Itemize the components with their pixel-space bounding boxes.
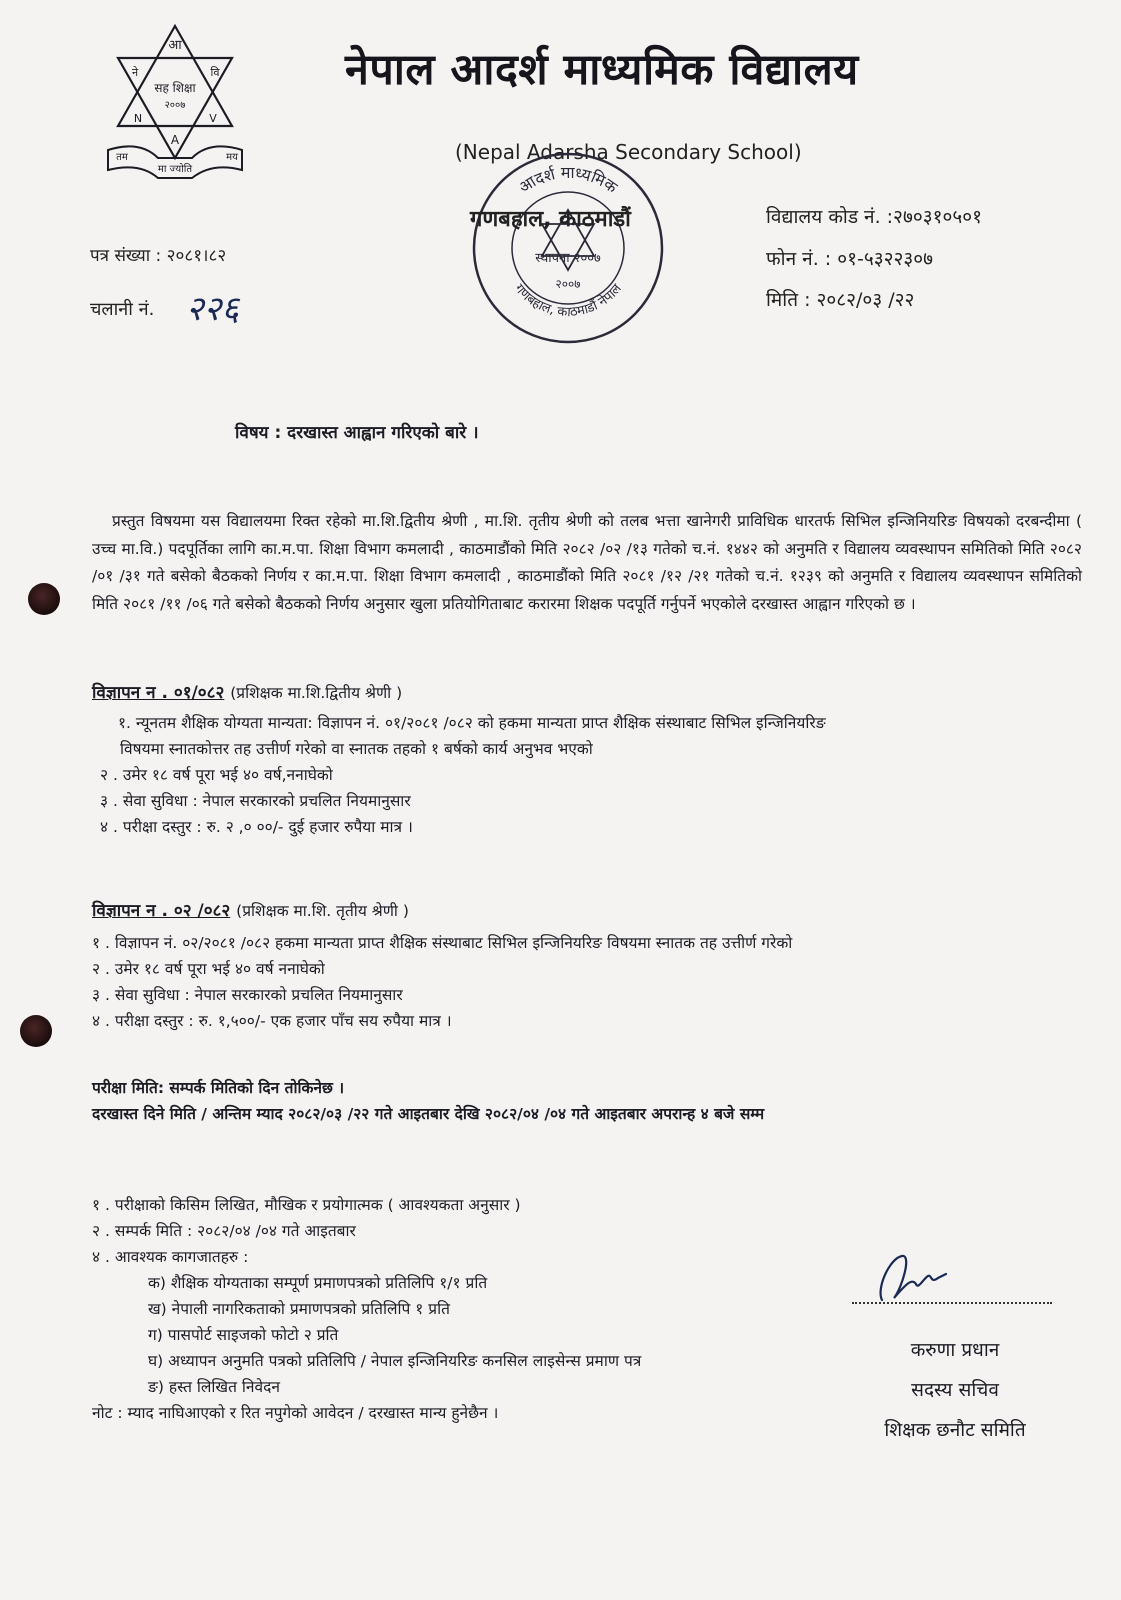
logo-top-text: आ [168,38,182,53]
notice2-heading [92,898,409,921]
list-item: १ . विज्ञापन नं. ०२/२०८१ /०८२ हकमा मान्यता प्राप्त शैक्षिक संस्थाबाट सिभिल इन्जिनियरिङ विषयमा स्नातक तह उत्तीर्ण गरेको [92,934,793,952]
school-code: विद्यालय कोड नं. :२७०३१०५०१ [766,206,982,228]
logo-a-text: A [170,133,180,147]
exam-date [92,1075,764,1127]
logo-star-icon [100,22,250,182]
punch-hole [28,583,60,615]
school-stamp [468,148,668,348]
list-item: १. न्यूनतम शैक्षिक योग्यता मान्यता: विज्ञापन नं. ०१/२०८१ /०८२ को हकमा मान्यता प्राप्त शैक्षिक संस्थाबाट सिभिल इन्जिनियरिङ [118,714,826,732]
stamp-top-text: आदर्श माध्यमिक [515,162,621,197]
document-item: ग) पासपोर्ट साइजको फोटो २ प्रति [148,1326,339,1344]
signatory-committee: शिक्षक छनौट समिति [884,1419,1026,1441]
list-item: १ . परीक्षाको किसिम लिखित, मौखिक र प्रयोगात्मक ( आवश्यकता अनुसार ) [92,1196,521,1214]
deadline-text: दरखास्त दिने मिति / अन्तिम म्याद २०८२/०३ /२२ गते आइतबार देखि २०८२/०४ /०४ गते आइतबार अपरान्ह ४ बजे सम्म [92,1105,765,1123]
list-item: ४ . आवश्यक कागजातहरु : [92,1248,249,1266]
stamp-year-text: २००७ [555,277,581,291]
document-item: ङ) हस्त लिखित निवेदन [148,1378,280,1396]
signatory-name: करुणा प्रधान [910,1339,1000,1361]
stamp-bottom-text: गणबहाल, काठमाडौं नेपाल [511,281,625,321]
document-item: क) शैक्षिक योग्यताका सम्पूर्ण प्रमाणपत्रको प्रतिलिपि १/१ प्रति [148,1274,488,1292]
note-text: नोट : म्याद नाघिआएको र रित नपुगेको आवेदन / दरखास्त मान्य हुनेछैन । [92,1404,499,1422]
logo-left-text: ने [131,66,139,79]
signatory-role: सदस्य सचिव [911,1379,999,1401]
school-address: गणबहाल, काठमाडौं [470,207,631,232]
info-list [92,1192,641,1426]
list-item: २ . उमेर १८ वर्ष पूरा भई ४० वर्ष ननाघेको [92,960,325,978]
stamp-icon [468,148,668,348]
logo-line1-text: सह शिक्षा [154,81,196,95]
subject-line: विषय : दरखास्त आह्वान गरिएको बारे । [235,423,479,443]
letter-date: मिति : २०८२/०३ /२२ [766,289,915,311]
notice1-heading-number: विज्ञापन न . ०१/०८२ [92,683,225,703]
list-item: ४ . परीक्षा दस्तुर : रु. २ ,० ००/- दुई हजार रुपैया मात्र । [100,818,413,836]
list-item: विषयमा स्नातकोत्तर तह उत्तीर्ण गरेको वा स्नातक तहको १ बर्षको कार्य अनुभव भएको [120,740,593,758]
punch-hole [20,1015,52,1047]
notice1-requirements [100,710,826,840]
list-item: २ . उमेर १८ वर्ष पूरा भई ४० वर्ष,ननाघेको [100,766,333,784]
dispatch-number: २२६ [186,289,240,329]
list-item: ३ . सेवा सुविधा : नेपाल सरकारको प्रचलित नियमानुसार [100,792,411,810]
signature-line [852,1298,1052,1304]
logo-ribbon-mid: मा ज्योति [157,164,193,175]
document-item: ख) नेपाली नागरिकताको प्रमाणपत्रको प्रतिलिपि १ प्रति [148,1300,450,1318]
notice2-heading-position: (प्रशिक्षक मा.शि. तृतीय श्रेणी ) [236,902,409,920]
phone-number: फोन नं. : ०१-५३२२३०७ [766,248,933,270]
notice1-heading [92,680,402,703]
stamp-estd-text: स्थापना २००७ [535,251,601,266]
school-name-english: (Nepal Adarsha Secondary School) [455,140,802,164]
logo-line2-text: २००७ [164,100,186,111]
school-name: नेपाल आदर्श माध्यमिक विद्यालय [345,45,859,95]
list-item: २ . सम्पर्क मिति : २०८२/०४ /०४ गते आइतबार [92,1222,356,1240]
logo-n-text: N [133,112,143,125]
body-paragraph: प्रस्तुत विषयमा यस विद्यालयमा रिक्त रहेको मा.शि.द्वितीय श्रेणी , मा.शि. तृतीय श्रेणी को तलब भत्ता खानेगरी प्राविधिक धारतर्फ सिभिल इन्जिनियरिङ विषयको दरबन्दीमा ( उच्च मा.वि.) पदपूर्तिका लागि का.म.पा. शिक्षा विभाग कमलादी , काठमाडौंको मिति २०८२ /०२ /१३ गतेको च.नं. १४४२ को अनुमति र विद्यालय व्यवस्थापन समितिको मिति २०८२ /०१ /३१ गते बसेको बैठकको निर्णय र का.म.पा. शिक्षा विभाग कमलादी , काठमाडौंको मिति २०८१ /१२ /२१ गतेको च.नं. १२३९ को अनुमति र विद्यालय व्यवस्थापन समितिको मिति २०८१ /११ /०६ गते बसेको बैठकको निर्णय अनुसार खुला प्रतियोगिताबाट करारमा शिक्षक पदपूर्ति गर्नुपर्ने भएकोले दरखास्त आह्वान गरिएको छ । [92,512,1082,613]
school-logo [100,22,250,182]
notice2-requirements [92,930,792,1034]
exam-date-text: परीक्षा मिति: सम्पर्क मितिको दिन तोकिनेछ । [92,1079,345,1097]
list-item: ३ . सेवा सुविधा : नेपाल सरकारको प्रचलित नियमानुसार [92,986,403,1004]
logo-ribbon-left: तम [116,152,128,163]
logo-v-text: V [209,112,217,125]
letter-number: पत्र संख्या : २०८१।८२ [90,246,227,266]
signature-block [850,1330,1060,1450]
notice2-heading-number: विज्ञापन न . ०२ /०८२ [92,901,231,921]
logo-right-text: वि [210,66,220,79]
dispatch-label: चलानी नं. [90,299,155,320]
document-item: घ) अध्यापन अनुमति पत्रको प्रतिलिपि / नेपाल इन्जिनियरिङ कनसिल लाइसेन्स प्रमाण पत्र [148,1352,642,1370]
logo-ribbon-right: मय [226,152,238,163]
notice1-heading-position: (प्रशिक्षक मा.शि.द्वितीय श्रेणी ) [230,684,403,702]
list-item: ४ . परीक्षा दस्तुर : रु. १,५००/- एक हजार पाँच सय रुपैया मात्र । [92,1012,452,1030]
